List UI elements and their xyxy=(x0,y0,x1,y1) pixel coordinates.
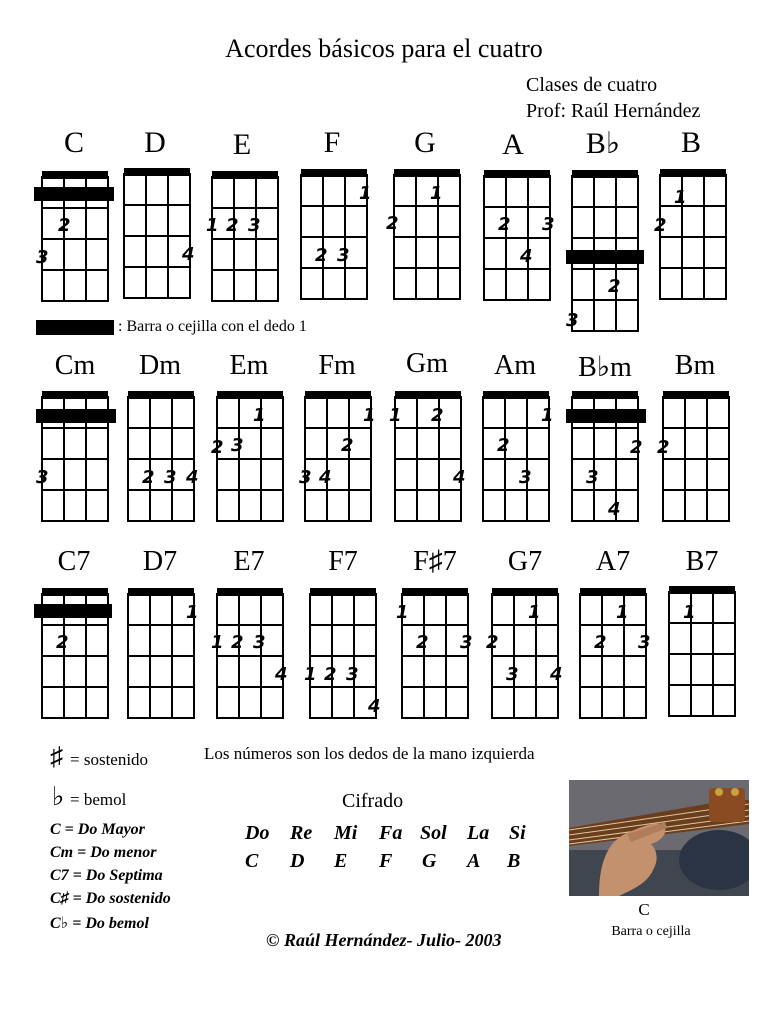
barre-legend-swatch xyxy=(36,320,114,335)
svg-text:2: 2 xyxy=(608,276,621,297)
svg-text:1: 1 xyxy=(674,187,687,208)
svg-text:1: 1 xyxy=(541,405,554,426)
svg-text:4: 4 xyxy=(520,246,533,267)
svg-text:4: 4 xyxy=(319,467,332,488)
svg-text:2: 2 xyxy=(386,213,399,234)
chord-diagram-f xyxy=(289,163,379,308)
svg-text:4: 4 xyxy=(608,499,621,520)
chord-name: A7 xyxy=(595,546,631,577)
barre-photo xyxy=(569,780,749,896)
chord-name: B♭m xyxy=(578,352,632,383)
chord-name: Gm xyxy=(406,348,448,379)
letter-a: A xyxy=(467,850,481,872)
chord-name: G xyxy=(414,126,436,159)
svg-text:1: 1 xyxy=(304,664,317,685)
svg-text:1: 1 xyxy=(186,602,199,623)
letter-c: C xyxy=(245,850,259,872)
chord-name: Cm xyxy=(54,350,96,381)
chord-diagram-c xyxy=(30,165,120,310)
svg-text:2: 2 xyxy=(486,632,499,653)
solfege-re: Re xyxy=(290,822,313,844)
svg-text:2: 2 xyxy=(315,245,328,266)
svg-text:3: 3 xyxy=(566,310,579,331)
svg-text:1: 1 xyxy=(206,215,219,236)
fingers-note: Los números son los dedos de la mano izquierda xyxy=(204,744,535,763)
chord-name: E xyxy=(232,128,252,161)
svg-text:4: 4 xyxy=(453,467,466,488)
svg-text:2: 2 xyxy=(657,437,670,458)
svg-text:3: 3 xyxy=(231,435,244,456)
svg-text:3: 3 xyxy=(337,245,350,266)
svg-text:3: 3 xyxy=(36,467,49,488)
example-line: C♯ = Do sostenido xyxy=(50,890,171,907)
svg-text:2: 2 xyxy=(324,664,337,685)
svg-text:1: 1 xyxy=(616,602,629,623)
chord-name: D xyxy=(144,126,166,159)
svg-text:4: 4 xyxy=(368,696,381,717)
solfege-do: Do xyxy=(245,822,270,844)
chord-diagram-f7 xyxy=(298,582,388,727)
svg-text:3: 3 xyxy=(299,467,312,488)
chord-name: F xyxy=(323,126,341,159)
chord-diagram-b-flat xyxy=(560,164,650,339)
subtitle-professor: Prof: Raúl Hernández xyxy=(526,100,701,122)
svg-text:2: 2 xyxy=(416,632,429,653)
chord-diagram-em xyxy=(205,385,295,530)
chord-diagram-gm xyxy=(383,385,473,530)
svg-text:3: 3 xyxy=(506,664,519,685)
sharp-symbol: ♯ xyxy=(50,742,63,771)
svg-text:2: 2 xyxy=(654,215,667,236)
svg-text:3: 3 xyxy=(36,247,49,268)
svg-text:1: 1 xyxy=(389,405,402,426)
cifrado-title: Cifrado xyxy=(342,790,404,812)
svg-text:1: 1 xyxy=(211,632,224,653)
svg-text:1: 1 xyxy=(683,602,696,623)
chord-name: Bm xyxy=(674,350,716,381)
flat-symbol: ♭ xyxy=(52,782,65,811)
solfege-la: La xyxy=(467,822,490,844)
solfege-si: Si xyxy=(509,822,526,844)
chord-diagram-g7 xyxy=(480,582,570,727)
chord-diagram-dm xyxy=(116,385,206,530)
example-line: C = Do Mayor xyxy=(50,821,145,838)
chord-name: C xyxy=(63,126,84,159)
svg-text:4: 4 xyxy=(186,467,199,488)
chord-name: Em xyxy=(229,350,269,381)
chord-name: Dm xyxy=(139,350,181,381)
svg-text:4: 4 xyxy=(275,664,288,685)
svg-text:3: 3 xyxy=(586,467,599,488)
chord-diagram-e xyxy=(200,165,290,310)
svg-text:3: 3 xyxy=(346,664,359,685)
example-line: C♭ = Do bemol xyxy=(50,915,149,932)
svg-text:2: 2 xyxy=(142,467,155,488)
svg-text:1: 1 xyxy=(359,183,372,204)
svg-text:2: 2 xyxy=(231,632,244,653)
photo-caption: Barra o cejilla xyxy=(611,924,691,939)
chord-name: B7 xyxy=(685,546,719,577)
svg-text:3: 3 xyxy=(542,214,555,235)
chord-diagram-fm xyxy=(293,385,383,530)
svg-text:2: 2 xyxy=(211,437,224,458)
barre-legend-text: : Barra o cejilla con el dedo 1 xyxy=(118,318,307,335)
letter-f: F xyxy=(379,850,393,872)
svg-text:1: 1 xyxy=(396,602,409,623)
chord-diagram-b-flat-m xyxy=(560,385,650,530)
chord-diagram-a7 xyxy=(568,582,658,727)
chord-name: Fm xyxy=(318,350,356,381)
svg-text:1: 1 xyxy=(528,602,541,623)
svg-text:2: 2 xyxy=(56,632,69,653)
svg-text:3: 3 xyxy=(253,632,266,653)
svg-text:3: 3 xyxy=(248,215,261,236)
chord-diagram-g xyxy=(382,163,472,308)
sharp-meaning: = sostenido xyxy=(70,750,149,769)
letter-e: E xyxy=(334,850,348,872)
letter-b: B xyxy=(507,850,521,872)
chord-name: C7 xyxy=(57,546,91,577)
svg-text:3: 3 xyxy=(164,467,177,488)
svg-text:2: 2 xyxy=(58,215,71,236)
photo-label: C xyxy=(638,900,650,919)
chord-diagram-cm xyxy=(30,385,120,530)
chord-name: E7 xyxy=(233,546,265,577)
page-title: Acordes básicos para el cuatro xyxy=(225,34,543,63)
svg-text:2: 2 xyxy=(497,435,510,456)
svg-text:4: 4 xyxy=(182,244,195,265)
chord-diagram-am xyxy=(471,385,561,530)
solfege-mi: Mi xyxy=(334,822,358,844)
chord-diagram-bm xyxy=(651,385,741,530)
chord-diagram-c7 xyxy=(30,582,120,727)
svg-text:1: 1 xyxy=(363,405,376,426)
chord-name: F7 xyxy=(328,546,358,577)
chord-diagram-f-sharp-7 xyxy=(390,582,480,727)
svg-text:3: 3 xyxy=(519,467,532,488)
svg-text:2: 2 xyxy=(341,435,354,456)
letter-d: D xyxy=(290,850,305,872)
chord-name: B xyxy=(680,126,701,159)
chord-diagram-d xyxy=(112,162,202,307)
chord-name: B♭ xyxy=(585,127,621,160)
solfege-fa: Fa xyxy=(379,822,403,844)
example-line: Cm = Do menor xyxy=(50,844,157,861)
flat-meaning: = bemol xyxy=(70,790,127,809)
svg-text:3: 3 xyxy=(638,632,651,653)
svg-text:2: 2 xyxy=(431,405,444,426)
chord-diagram-a xyxy=(472,164,562,309)
chord-diagram-b7 xyxy=(657,580,747,725)
chord-diagram-d7 xyxy=(116,582,206,727)
chord-diagram-b xyxy=(648,163,738,308)
svg-text:2: 2 xyxy=(594,632,607,653)
copyright: © Raúl Hernández- Julio- 2003 xyxy=(266,930,502,950)
svg-text:2: 2 xyxy=(498,214,511,235)
chord-diagram-e7 xyxy=(205,582,295,727)
chord-name: G7 xyxy=(507,546,543,577)
chord-name: F♯7 xyxy=(413,546,457,577)
chord-name: A xyxy=(502,128,524,161)
svg-text:2: 2 xyxy=(630,437,643,458)
chord-name: D7 xyxy=(142,546,178,577)
svg-text:4: 4 xyxy=(550,664,563,685)
subtitle-classes: Clases de cuatro xyxy=(526,74,658,96)
svg-text:2: 2 xyxy=(226,215,239,236)
example-line: C7 = Do Septima xyxy=(50,867,163,884)
solfege-sol: Sol xyxy=(420,822,447,844)
letter-g: G xyxy=(422,850,437,872)
svg-text:3: 3 xyxy=(460,632,473,653)
svg-text:1: 1 xyxy=(430,183,443,204)
svg-text:1: 1 xyxy=(253,405,266,426)
chord-name: Am xyxy=(494,350,536,381)
